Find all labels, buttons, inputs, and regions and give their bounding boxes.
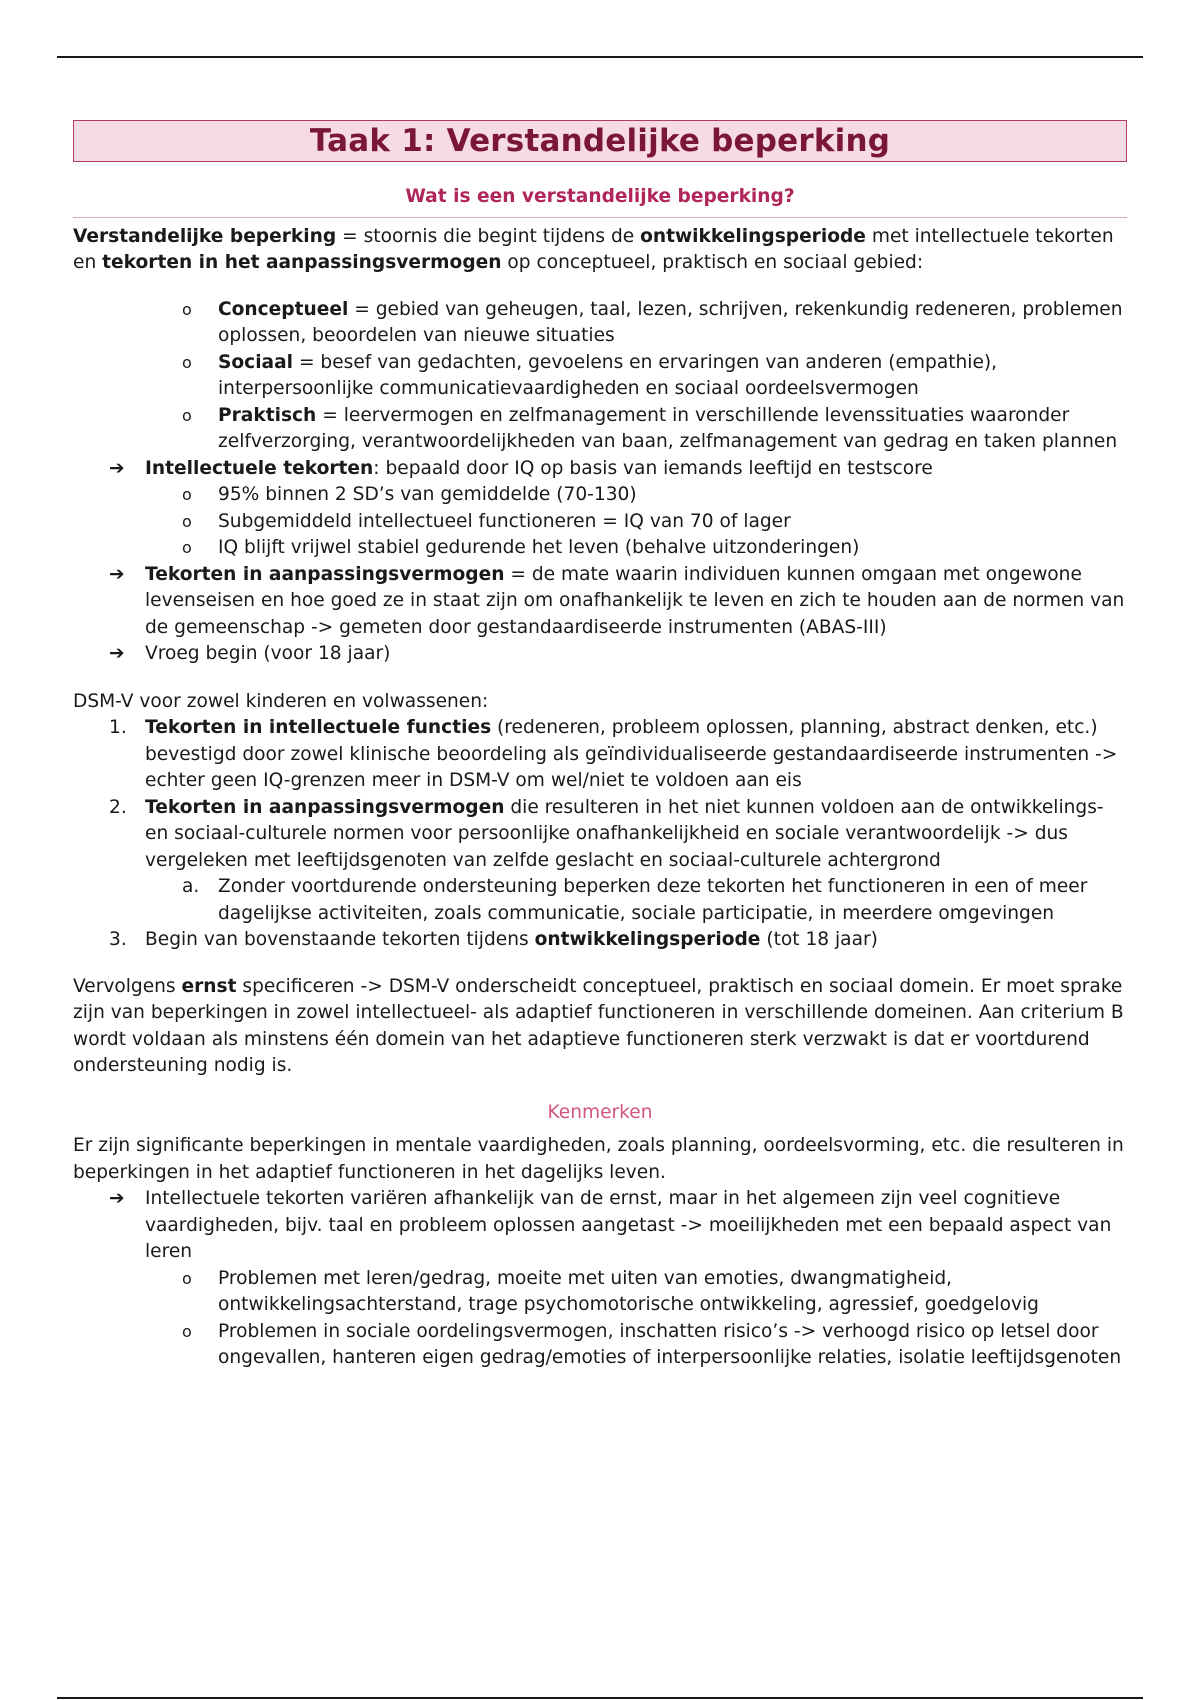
document-page	[73, 120, 1127, 1372]
arrow-icon: ➔	[109, 643, 125, 664]
arrow-icon: ➔	[109, 563, 125, 585]
list-item: o Subgemiddeld intellectueel functioneren = IQ van 70 of lager	[73, 509, 1127, 536]
criteria-sublist	[145, 874, 1127, 927]
ernst-paragraph: Vervolgens ernst specificeren -> DSM-V onderscheidt conceptueel, praktisch en sociaal domein. Er moet sprake zijn van beperkingen in zowel intellectueel- als adaptief functioneren in verschillende domeinen. Aan criterium B wordt voldaan als minstens één domein van het adaptieve functioneren sterk verzwakt is dat er voortdurend ondersteuning nodig is.	[73, 975, 1124, 1076]
list-item: ➔ Tekorten in aanpassingsvermogen = de mate waarin individuen kunnen omgaan met ongewone levenseisen en hoe goed ze in staat zijn om onafhankelijk te leven en zich te houden aan de normen van de gemeenschap -> gemeten door gestandaardiseerde instrumenten (ABAS-III)	[109, 563, 1125, 638]
kenmerken-heading: Kenmerken	[547, 1101, 653, 1123]
list-item: o Conceptueel = gebied van geheugen, taal, lezen, schrijven, rekenkundig redeneren, problemen oplossen, beoordelen van nieuwe situaties	[73, 297, 1127, 350]
arrow-list	[73, 1186, 1127, 1266]
kenmerken-paragraph: Er zijn significante beperkingen in mentale vaardigheden, zoals planning, oordeelsvorming, etc. die resulteren in beperkingen in het adaptief functioneren in het dagelijks leven.	[73, 1135, 1124, 1183]
arrow-icon: ➔	[109, 1188, 125, 1209]
header-rule	[57, 56, 1143, 58]
list-item: 3. Begin van bovenstaande tekorten tijdens ontwikkelingsperiode (tot 18 jaar)	[109, 929, 878, 950]
arrow-icon: ➔	[109, 457, 125, 479]
list-item: o 95% binnen 2 SD’s van gemiddelde (70-130)	[73, 482, 1127, 509]
footer-rule	[57, 1697, 1143, 1699]
iq-sublist	[73, 482, 1127, 562]
definition-paragraph: Verstandelijke beperking = stoornis die begint tijdens de ontwikkelingsperiode met intellectuele tekorten en tekorten in het aanpassingsvermogen op conceptueel, praktisch en sociaal gebied:	[73, 225, 1114, 273]
kenmerken-sublist	[73, 1266, 1127, 1372]
criteria-list	[73, 715, 1127, 954]
list-item: o IQ blijft vrijwel stabiel gedurende het leven (behalve uitzonderingen)	[73, 535, 1127, 562]
list-item: ➔ Vroeg begin (voor 18 jaar)	[73, 641, 1127, 668]
section-subheading: Wat is een verstandelijke beperking?	[73, 184, 1127, 218]
list-item: ➔ Intellectuele tekorten: bepaald door IQ op basis van iemands leeftijd en testscore	[73, 456, 1127, 483]
list-item: ➔ Intellectuele tekorten variëren afhankelijk van de ernst, maar in het algemeen zijn veel cognitieve vaardigheden, bijv. taal en probleem oplossen aangetast -> moeilijkheden met een bepaald aspect van leren	[109, 1188, 1112, 1262]
list-item: o Sociaal = besef van gedachten, gevoelens en ervaringen van anderen (empathie), interpersoonlijke communicatievaardigheden en sociaal oordeelsvermogen	[73, 350, 1127, 403]
arrow-list	[73, 562, 1127, 668]
list-item: o Problemen in sociale oordelingsvermogen, inschatten risico’s -> verhoogd risico op letsel door ongevallen, hanteren eigen gedrag/emoties of interpersoonlijke relaties, isolatie leeftijdsgenoten	[73, 1319, 1127, 1372]
list-item: 2. Tekorten in aanpassingsvermogen die resulteren in het niet kunnen voldoen aan de ontwikkelings- en sociaal-culturele normen voor persoonlijke onafhankelijkheid en sociale verantwoordelijk -> dus vergeleken met leeftijdsgenoten van zelfde geslacht en sociaal-culturele achtergrond a. Zonder voortdurende ondersteuning beperken deze tekorten het functioneren in een of meer dagelijkse activiteiten, zoals communicatie, sociale participatie, in meerdere omgevingen	[73, 795, 1127, 928]
list-item: o Problemen met leren/gedrag, moeite met uiten van emoties, dwangmatigheid, ontwikkelingsachterstand, trage psychomotorische ontwikkeling, agressief, goedgelovig	[73, 1266, 1127, 1319]
arrow-list	[73, 456, 1127, 483]
definition-term: Verstandelijke beperking	[73, 225, 337, 247]
page-title: Taak 1: Verstandelijke beperking	[73, 120, 1127, 162]
domain-list	[73, 297, 1127, 456]
list-item: a. Zonder voortdurende ondersteuning beperken deze tekorten het functioneren in een of meer dagelijkse activiteiten, zoals communicatie, sociale participatie, in meerdere omgevingen	[182, 876, 1088, 924]
list-item: 1. Tekorten in intellectuele functies (redeneren, probleem oplossen, planning, abstract denken, etc.) bevestigd door zowel klinische beoordeling als geïndividualiseerde gestandaardiseerde instrumenten -> echter geen IQ-grenzen meer in DSM-V om wel/niet te voldoen aan eis	[109, 717, 1118, 791]
dsm-intro: DSM-V voor zowel kinderen en volwassenen:	[73, 690, 489, 712]
list-item: o Praktisch = leervermogen en zelfmanagement in verschillende levenssituaties waaronder zelfverzorging, verantwoordelijkheden van baan, zelfmanagement van gedrag en taken plannen	[73, 403, 1127, 456]
